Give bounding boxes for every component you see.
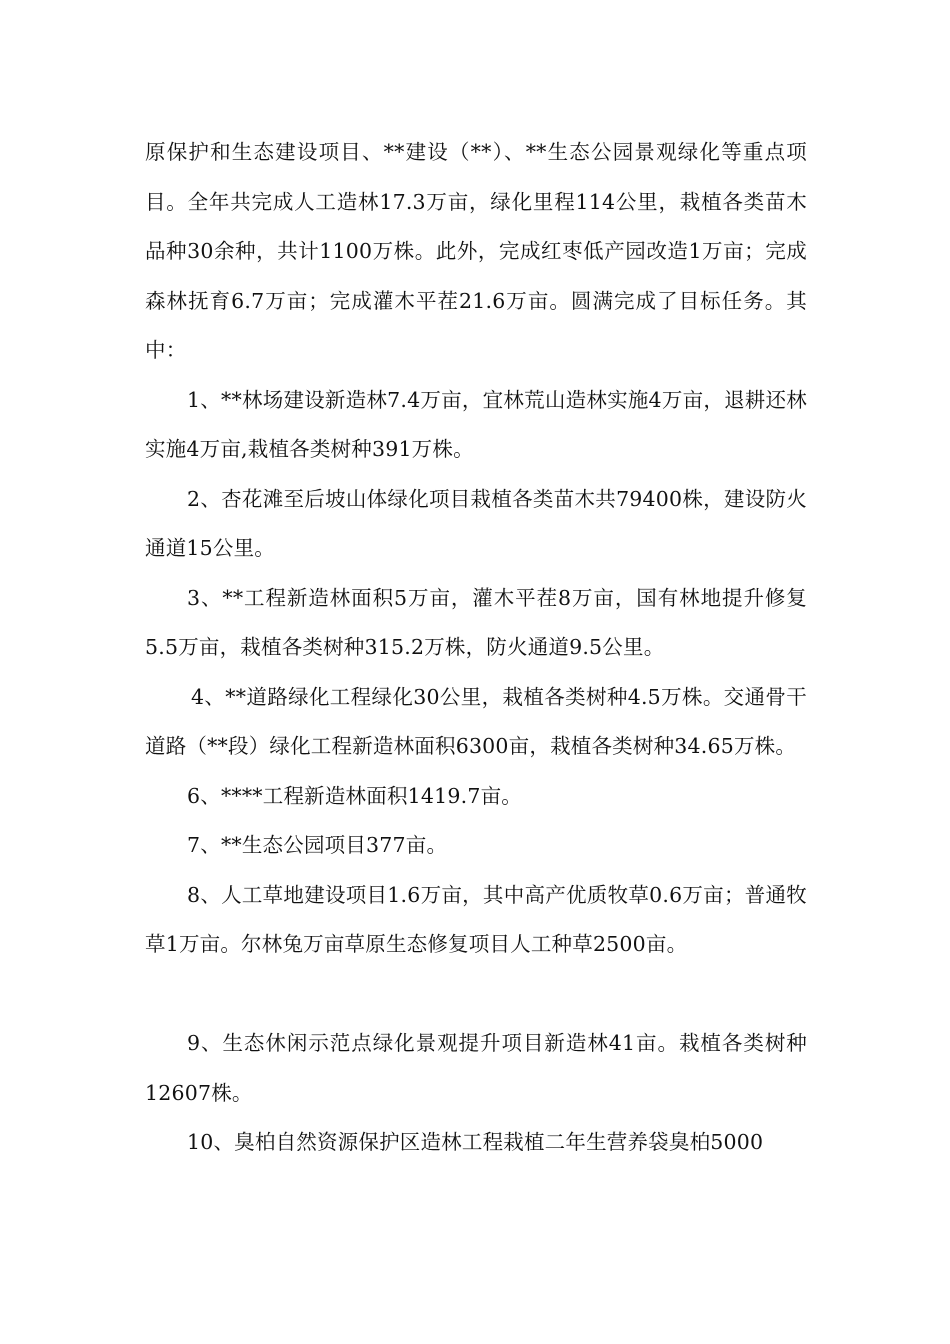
intro-paragraph: 原保护和生态建设项目、**建设（**）、**生态公园景观绿化等重点项目。全年共完成人工造林17.3万亩，绿化里程114公里，栽植各类苗木品种30余种，共计1100万株。此外，完成红枣低产园改造1万亩；完成森林抚育6.7万亩；完成灌木平茬21.6万亩。圆满完成了目标任务。其中： (145, 140, 807, 362)
list-item-7: 7、**生态公园项目377亩。 (187, 833, 448, 857)
list-item-1: 1、**林场建设新造林7.4万亩，宜林荒山造林实施4万亩，退耕还林实施4万亩,栽植各类树种391万株。 (145, 387, 807, 461)
list-item-3: 3、**工程新造林面积5万亩，灌木平茬8万亩，国有林地提升修复5.5万亩，栽植各类树种315.2万株，防火通道9.5公里。 (145, 585, 807, 659)
list-item-9: 9、生态休闲示范点绿化景观提升项目新造林41亩。栽植各类树种12607株。 (145, 1031, 807, 1105)
paragraph-gap (145, 970, 807, 1020)
document-body (145, 128, 807, 1168)
list-item-2: 2、杏花滩至后坡山体绿化项目栽植各类苗木共79400株，建设防火通道15公里。 (145, 486, 807, 560)
list-item-4: 4、**道路绿化工程绿化30公里，栽植各类树种4.5万株。交通骨干道路（**段）绿化工程新造林面积6300亩，栽植各类树种34.65万株。 (145, 684, 807, 758)
list-item-6: 6、****工程新造林面积1419.7亩。 (187, 783, 522, 808)
list-item-8: 8、人工草地建设项目1.6万亩，其中高产优质牧草0.6万亩；普通牧草1万亩。尔林兔万亩草原生态修复项目人工种草2500亩。 (145, 882, 807, 956)
list-item-10: 10、臭柏自然资源保护区造林工程栽植二年生营养袋臭柏5000 (187, 1130, 764, 1154)
